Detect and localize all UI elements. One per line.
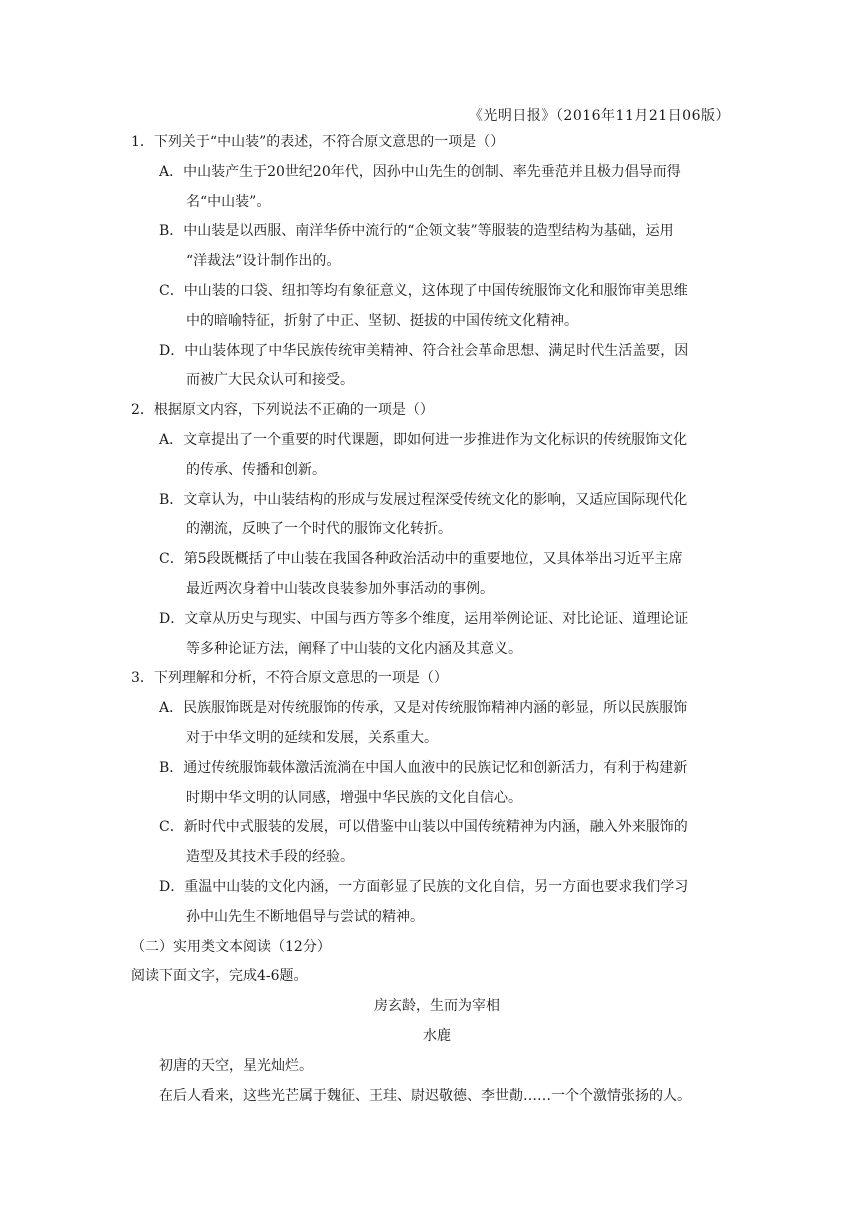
option-d-line2: 而被广大民众认可和接受。	[186, 372, 354, 389]
option-b-line2: 时期中华文明的认同感，增强中华民族的文化自信心。	[186, 789, 522, 806]
option-c-line2: 中的暗喻特征，折射了中正、坚韧、挺拔的中国传统文化精神。	[186, 312, 578, 329]
paragraph-2: 在后人看来，这些光芒属于魏征、王珪、尉迟敬德、李世勣……一个个激情张扬的人。	[159, 1087, 691, 1104]
question-stem: 1．下列关于“中山装”的表述，不符合原文意思的一项是（）	[131, 134, 505, 150]
article-title: 房玄龄，生而为宰相	[374, 998, 500, 1015]
option-a-line2: 的传承、传播和创新。	[186, 461, 326, 478]
option-b-line1: B．文章认为，中山装结构的形成与发展过程深受传统文化的影响，又适应国际现代化	[159, 491, 688, 508]
option-a-line1: A．民族服饰既是对传统服饰的传承，又是对传统服饰精神内涵的彰显，所以民族服饰	[159, 700, 688, 717]
question-3	[131, 664, 743, 932]
instruction: 阅读下面文字，完成4-6题。	[131, 968, 308, 985]
option-c-line1: C．新时代中式服装的发展，可以借鉴中山装以中国传统精神为内涵，融入外来服饰的	[159, 819, 688, 836]
option-a-line2: 对于中华文明的延续和发展，关系重大。	[186, 729, 438, 746]
option-d-line1: D．中山装体现了中华民族传统审美精神、符合社会革命思想、满足时代生活盖要，因	[159, 342, 689, 359]
article-author: 水鹿	[423, 1027, 451, 1044]
option-a-line2: 名“中山装”。	[186, 193, 271, 210]
question-2	[131, 396, 743, 664]
section-heading: （二）实用类文本阅读（12分）	[131, 938, 331, 955]
question-1	[131, 128, 743, 396]
option-c-line1: C．中山装的口袋、纽扣等均有象征意义，这体现了中国传统服饰文化和服饰审美思维	[159, 282, 688, 299]
option-d-line2: 孙中山先生不断地倡导与尝试的精神。	[186, 908, 424, 925]
option-b-line1: B．通过传统服饰载体激活流淌在中国人血液中的民族记忆和创新活力，有利于构建新	[159, 759, 688, 776]
option-b-line1: B．中山装是以西服、南洋华侨中流行的“企领文装”等服装的造型结构为基础，运用	[159, 223, 674, 240]
option-d-line2: 等多种论证方法，阐释了中山装的文化内涵及其意义。	[186, 640, 522, 657]
option-c-line2: 最近两次身着中山装改良装参加外事活动的事例。	[186, 580, 494, 597]
source-citation: 《光明日报》（2016年11月21日06版）	[468, 108, 730, 124]
option-c-line2: 造型及其技术手段的经验。	[186, 849, 354, 866]
option-c-line1: C．第5段既概括了中山装在我国各种政治活动中的重要地位，又具体举出习近平主席	[159, 551, 683, 568]
document-body	[131, 128, 743, 1111]
question-stem: 2．根据原文内容，下列说法不正确的一项是（）	[131, 402, 434, 419]
option-d-line1: D．重温中山装的文化内涵，一方面彰显了民族的文化自信，另一方面也要求我们学习	[159, 878, 689, 895]
option-b-line2: “洋裁法”设计制作出的。	[186, 253, 341, 270]
option-d-line1: D．文章从历史与现实、中国与西方等多个维度，运用举例论证、对比论证、道理论证	[159, 610, 689, 627]
option-a-line1: A．文章提出了一个重要的时代课题，即如何进一步推进作为文化标识的传统服饰文化	[159, 431, 688, 448]
option-a-line1: A．中山装产生于20世纪20年代，因孙中山先生的创制、率先垂范并且极力倡导而得	[159, 163, 681, 180]
question-stem: 3．下列理解和分析，不符合原文意思的一项是（）	[131, 670, 448, 687]
paragraph-1: 初唐的天空，星光灿烂。	[159, 1057, 313, 1074]
option-b-line2: 的潮流，反映了一个时代的服饰文化转折。	[186, 521, 452, 538]
